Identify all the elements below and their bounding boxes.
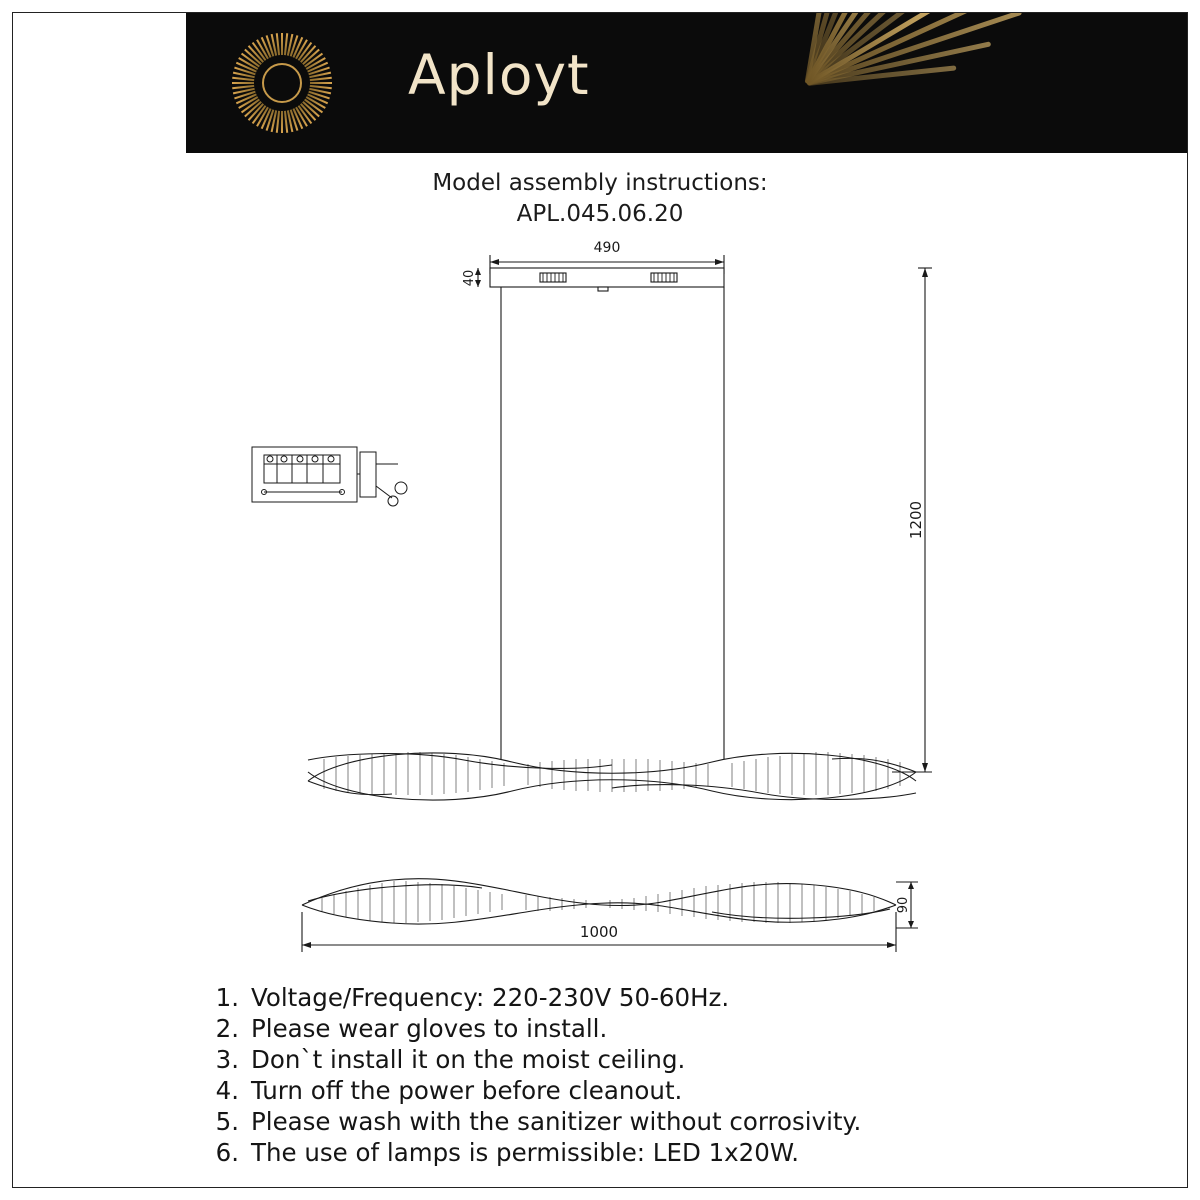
dim-label-1000: 1000	[579, 923, 619, 941]
note-number: 3.	[215, 1045, 239, 1074]
note-text: Please wash with the sanitizer without corrosivity.	[251, 1107, 862, 1136]
note-text: Turn off the power before cleanout.	[251, 1076, 683, 1105]
note-number: 6.	[215, 1138, 239, 1167]
list-item	[205, 1013, 1065, 1044]
dim-label-1200: 1200	[907, 500, 925, 540]
instruction-notes	[205, 982, 1065, 1168]
list-item	[205, 982, 1065, 1013]
page-title: Model assembly instructions:	[432, 170, 768, 196]
note-text: Voltage/Frequency: 220-230V 50-60Hz.	[251, 983, 730, 1012]
brand-name: Aployt	[408, 43, 590, 107]
list-item	[205, 1137, 1065, 1168]
dim-label-40: 40	[462, 269, 477, 287]
note-number: 1.	[215, 983, 239, 1012]
note-number: 5.	[215, 1107, 239, 1136]
model-code: APL.045.06.20	[516, 201, 684, 227]
dim-label-490: 490	[593, 240, 621, 256]
note-text: Don`t install it on the moist ceiling.	[251, 1045, 686, 1074]
note-number: 4.	[215, 1076, 239, 1105]
list-item	[205, 1044, 1065, 1075]
dim-label-90: 90	[896, 896, 911, 914]
list-item	[205, 1106, 1065, 1137]
note-text: The use of lamps is permissible: LED 1x20W.	[251, 1138, 800, 1167]
list-item	[205, 1075, 1065, 1106]
note-text: Please wear gloves to install.	[251, 1014, 608, 1043]
note-number: 2.	[215, 1014, 239, 1043]
